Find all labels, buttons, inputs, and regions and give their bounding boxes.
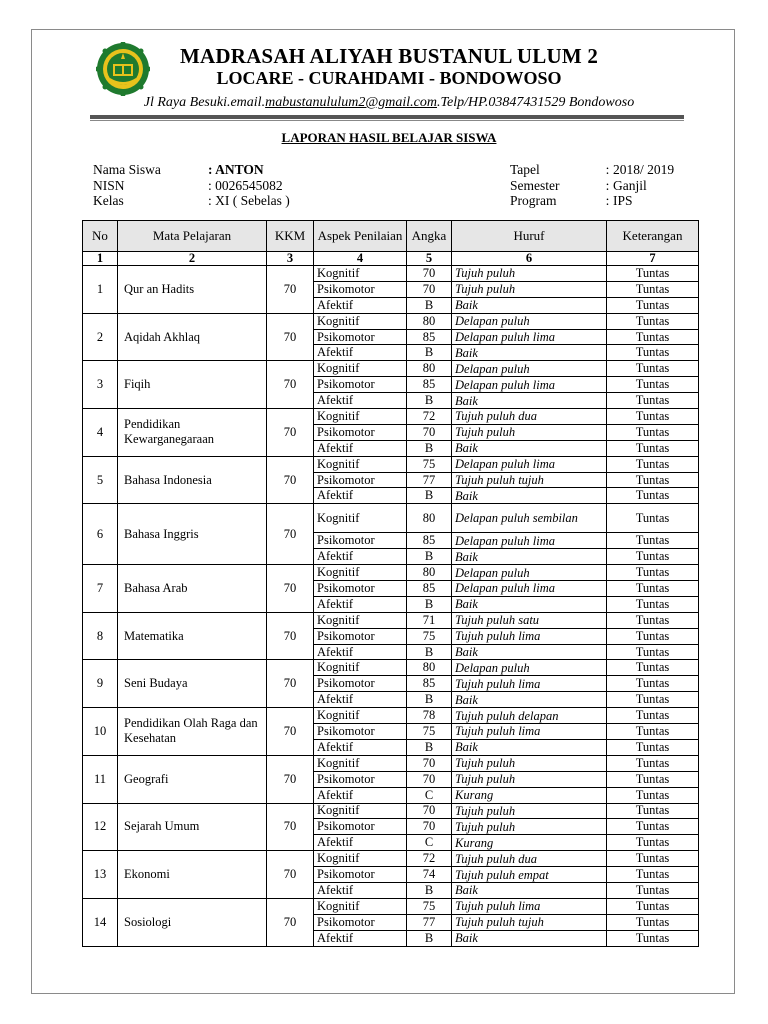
aspect-cell: Afektif <box>314 882 407 898</box>
score-cell: B <box>407 739 452 755</box>
aspect-cell: Afektif <box>314 549 407 565</box>
note-cell: Tuntas <box>607 345 699 361</box>
score-cell: B <box>407 549 452 565</box>
score-cell: B <box>407 644 452 660</box>
column-number: 3 <box>267 252 314 266</box>
score-words-cell: Delapan puluh <box>452 565 607 581</box>
note-cell: Tuntas <box>607 692 699 708</box>
aspect-cell: Kognitif <box>314 755 407 771</box>
note-cell: Tuntas <box>607 803 699 819</box>
score-words-cell: Baik <box>452 596 607 612</box>
aspect-cell: Afektif <box>314 393 407 409</box>
aspect-cell: Psikomotor <box>314 771 407 787</box>
score-cell: 77 <box>407 472 452 488</box>
note-cell: Tuntas <box>607 281 699 297</box>
table-row <box>83 409 699 425</box>
note-cell: Tuntas <box>607 377 699 393</box>
aspect-cell: Kognitif <box>314 456 407 472</box>
note-cell: Tuntas <box>607 739 699 755</box>
score-words-cell: Kurang <box>452 787 607 803</box>
subject-no: 14 <box>83 898 118 946</box>
grades-table <box>82 220 699 947</box>
aspect-cell: Psikomotor <box>314 472 407 488</box>
table-row <box>83 708 699 724</box>
score-words-cell: Delapan puluh lima <box>452 581 607 597</box>
score-words-cell: Tujuh puluh <box>452 424 607 440</box>
header-note: Keterangan <box>607 221 699 252</box>
score-cell: 85 <box>407 329 452 345</box>
score-words-cell: Delapan puluh lima <box>452 377 607 393</box>
table-row <box>83 456 699 472</box>
score-words-cell: Baik <box>452 393 607 409</box>
column-number: 4 <box>314 252 407 266</box>
subject-no: 4 <box>83 409 118 457</box>
score-cell: 85 <box>407 581 452 597</box>
score-words-cell: Baik <box>452 930 607 946</box>
subject-no: 1 <box>83 266 118 314</box>
score-words-cell: Baik <box>452 345 607 361</box>
aspect-cell: Psikomotor <box>314 424 407 440</box>
note-cell: Tuntas <box>607 581 699 597</box>
aspect-cell: Psikomotor <box>314 581 407 597</box>
score-cell: B <box>407 488 452 504</box>
score-cell: B <box>407 596 452 612</box>
score-words-cell: Baik <box>452 692 607 708</box>
school-location: LOCARE - CURAHDAMI - BONDOWOSO <box>216 68 562 88</box>
score-cell: 70 <box>407 819 452 835</box>
subject-kkm: 70 <box>267 504 314 565</box>
subject-kkm: 70 <box>267 313 314 361</box>
column-number-row <box>83 252 699 266</box>
score-cell: 70 <box>407 803 452 819</box>
note-cell: Tuntas <box>607 409 699 425</box>
subject-kkm: 70 <box>267 803 314 851</box>
score-cell: 80 <box>407 361 452 377</box>
table-row <box>83 851 699 867</box>
note-cell: Tuntas <box>607 724 699 740</box>
subject-kkm: 70 <box>267 851 314 899</box>
score-cell: B <box>407 345 452 361</box>
column-number: 7 <box>607 252 699 266</box>
note-cell: Tuntas <box>607 488 699 504</box>
score-cell: 75 <box>407 628 452 644</box>
tapel-label: Tapel <box>510 162 540 177</box>
score-words-cell: Delapan puluh <box>452 660 607 676</box>
table-row <box>83 612 699 628</box>
score-cell: 74 <box>407 867 452 883</box>
score-words-cell: Tujuh puluh <box>452 803 607 819</box>
subject-kkm: 70 <box>267 361 314 409</box>
note-cell: Tuntas <box>607 628 699 644</box>
score-cell: 80 <box>407 313 452 329</box>
subject-kkm: 70 <box>267 898 314 946</box>
score-words-cell: Tujuh puluh <box>452 281 607 297</box>
score-cell: 75 <box>407 898 452 914</box>
subject-name: Fiqih <box>118 361 267 409</box>
note-cell: Tuntas <box>607 787 699 803</box>
aspect-cell: Afektif <box>314 739 407 755</box>
report-title: LAPORAN HASIL BELAJAR SISWA <box>281 130 497 145</box>
aspect-cell: Kognitif <box>314 898 407 914</box>
note-cell: Tuntas <box>607 755 699 771</box>
score-cell: C <box>407 787 452 803</box>
score-cell: 70 <box>407 281 452 297</box>
score-cell: 70 <box>407 771 452 787</box>
score-words-cell: Tujuh puluh tujuh <box>452 914 607 930</box>
note-cell: Tuntas <box>607 835 699 851</box>
subject-kkm: 70 <box>267 266 314 314</box>
aspect-cell: Psikomotor <box>314 867 407 883</box>
school-name: MADRASAH ALIYAH BUSTANUL ULUM 2 <box>179 44 599 68</box>
subject-no: 11 <box>83 755 118 803</box>
score-words-cell: Baik <box>452 549 607 565</box>
subject-name: Sejarah Umum <box>118 803 267 851</box>
subject-name: Bahasa Arab <box>118 565 267 613</box>
score-cell: 75 <box>407 456 452 472</box>
note-cell: Tuntas <box>607 361 699 377</box>
score-words-cell: Tujuh puluh <box>452 819 607 835</box>
subject-name: Seni Budaya <box>118 660 267 708</box>
semester-label: Semester <box>510 177 560 193</box>
score-words-cell: Tujuh puluh <box>452 755 607 771</box>
semester-value: Ganjil <box>613 177 647 193</box>
program-label: Program <box>510 193 557 208</box>
note-cell: Tuntas <box>607 297 699 313</box>
note-cell: Tuntas <box>607 898 699 914</box>
table-row <box>83 565 699 581</box>
header-divider <box>90 115 684 119</box>
note-cell: Tuntas <box>607 819 699 835</box>
note-cell: Tuntas <box>607 504 699 533</box>
score-words-cell: Tujuh puluh lima <box>452 724 607 740</box>
note-cell: Tuntas <box>607 596 699 612</box>
address-prefix: Jl Raya Besuki.email. <box>143 95 266 110</box>
header-aspect: Aspek Penilaian <box>314 221 407 252</box>
score-words-cell: Tujuh puluh tujuh <box>452 472 607 488</box>
aspect-cell: Afektif <box>314 345 407 361</box>
header-words: Huruf <box>452 221 607 252</box>
score-words-cell: Delapan puluh <box>452 313 607 329</box>
score-words-cell: Tujuh puluh delapan <box>452 708 607 724</box>
note-cell: Tuntas <box>607 914 699 930</box>
score-cell: C <box>407 835 452 851</box>
school-emblem-icon <box>96 42 150 96</box>
score-cell: B <box>407 297 452 313</box>
aspect-cell: Afektif <box>314 835 407 851</box>
subject-name: Bahasa Inggris <box>118 504 267 565</box>
score-words-cell: Tujuh puluh satu <box>452 612 607 628</box>
aspect-cell: Kognitif <box>314 612 407 628</box>
score-cell: B <box>407 440 452 456</box>
aspect-cell: Kognitif <box>314 660 407 676</box>
note-cell: Tuntas <box>607 882 699 898</box>
note-cell: Tuntas <box>607 393 699 409</box>
score-words-cell: Baik <box>452 739 607 755</box>
score-words-cell: Baik <box>452 440 607 456</box>
score-cell: 78 <box>407 708 452 724</box>
aspect-cell: Kognitif <box>314 361 407 377</box>
table-header <box>83 221 699 252</box>
header-divider-thin <box>90 120 684 121</box>
colon: : <box>605 162 610 177</box>
subject-name: Aqidah Akhlaq <box>118 313 267 361</box>
subject-no: 12 <box>83 803 118 851</box>
aspect-cell: Psikomotor <box>314 676 407 692</box>
student-class: : XI ( Sebelas ) <box>208 193 290 208</box>
aspect-cell: Kognitif <box>314 409 407 425</box>
colon: : <box>605 193 610 208</box>
aspect-cell: Afektif <box>314 596 407 612</box>
note-cell: Tuntas <box>607 660 699 676</box>
aspect-cell: Kognitif <box>314 565 407 581</box>
aspect-cell: Kognitif <box>314 708 407 724</box>
subject-name: Pendidikan Kewarganegaraan <box>118 409 267 457</box>
score-cell: 75 <box>407 724 452 740</box>
score-words-cell: Tujuh puluh dua <box>452 409 607 425</box>
subject-kkm: 70 <box>267 708 314 756</box>
column-number: 1 <box>83 252 118 266</box>
note-cell: Tuntas <box>607 456 699 472</box>
score-words-cell: Baik <box>452 644 607 660</box>
aspect-cell: Psikomotor <box>314 724 407 740</box>
term-info <box>510 162 674 209</box>
note-cell: Tuntas <box>607 851 699 867</box>
score-words-cell: Baik <box>452 488 607 504</box>
note-cell: Tuntas <box>607 676 699 692</box>
header-subject: Mata Pelajaran <box>118 221 267 252</box>
note-cell: Tuntas <box>607 708 699 724</box>
aspect-cell: Kognitif <box>314 504 407 533</box>
subject-kkm: 70 <box>267 409 314 457</box>
name-label: Nama Siswa <box>93 162 161 177</box>
note-cell: Tuntas <box>607 930 699 946</box>
note-cell: Tuntas <box>607 533 699 549</box>
note-cell: Tuntas <box>607 266 699 282</box>
score-words-cell: Kurang <box>452 835 607 851</box>
subject-no: 10 <box>83 708 118 756</box>
score-cell: 85 <box>407 676 452 692</box>
student-name: : ANTON <box>208 162 264 177</box>
score-cell: 72 <box>407 409 452 425</box>
column-number: 5 <box>407 252 452 266</box>
aspect-cell: Afektif <box>314 440 407 456</box>
subject-no: 2 <box>83 313 118 361</box>
score-cell: 77 <box>407 914 452 930</box>
note-cell: Tuntas <box>607 565 699 581</box>
table-row <box>83 504 699 533</box>
header-kkm: KKM <box>267 221 314 252</box>
subject-no: 6 <box>83 504 118 565</box>
score-cell: 70 <box>407 266 452 282</box>
program-value: IPS <box>613 193 633 208</box>
subject-kkm: 70 <box>267 755 314 803</box>
score-cell: B <box>407 692 452 708</box>
aspect-cell: Kognitif <box>314 803 407 819</box>
note-cell: Tuntas <box>607 424 699 440</box>
score-words-cell: Tujuh puluh lima <box>452 628 607 644</box>
email-link[interactable]: mabustanululum2@gmail.com <box>265 95 438 110</box>
score-words-cell: Delapan puluh lima <box>452 329 607 345</box>
subject-kkm: 70 <box>267 456 314 504</box>
table-row <box>83 266 699 282</box>
score-words-cell: Baik <box>452 297 607 313</box>
aspect-cell: Psikomotor <box>314 819 407 835</box>
score-cell: 72 <box>407 851 452 867</box>
score-words-cell: Tujuh puluh dua <box>452 851 607 867</box>
score-words-cell: Delapan puluh lima <box>452 456 607 472</box>
class-label: Kelas <box>93 193 124 208</box>
aspect-cell: Afektif <box>314 297 407 313</box>
score-cell: 85 <box>407 377 452 393</box>
subject-name: Matematika <box>118 612 267 660</box>
student-nisn: : 0026545082 <box>208 177 283 193</box>
grades-body <box>83 266 699 947</box>
score-words-cell: Baik <box>452 882 607 898</box>
note-cell: Tuntas <box>607 549 699 565</box>
score-cell: 70 <box>407 755 452 771</box>
note-cell: Tuntas <box>607 440 699 456</box>
note-cell: Tuntas <box>607 313 699 329</box>
aspect-cell: Psikomotor <box>314 329 407 345</box>
table-row <box>83 755 699 771</box>
subject-name: Geografi <box>118 755 267 803</box>
subject-no: 9 <box>83 660 118 708</box>
note-cell: Tuntas <box>607 472 699 488</box>
subject-name: Qur an Hadits <box>118 266 267 314</box>
column-number: 6 <box>452 252 607 266</box>
subject-name: Pendidikan Olah Raga dan Kesehatan <box>118 708 267 756</box>
aspect-cell: Psikomotor <box>314 377 407 393</box>
subject-no: 8 <box>83 612 118 660</box>
aspect-cell: Kognitif <box>314 313 407 329</box>
subject-name: Ekonomi <box>118 851 267 899</box>
aspect-cell: Kognitif <box>314 266 407 282</box>
score-words-cell: Delapan puluh <box>452 361 607 377</box>
note-cell: Tuntas <box>607 644 699 660</box>
note-cell: Tuntas <box>607 612 699 628</box>
table-row <box>83 660 699 676</box>
aspect-cell: Psikomotor <box>314 281 407 297</box>
score-cell: 80 <box>407 504 452 533</box>
subject-no: 13 <box>83 851 118 899</box>
subject-kkm: 70 <box>267 612 314 660</box>
score-words-cell: Tujuh puluh empat <box>452 867 607 883</box>
score-words-cell: Delapan puluh lima <box>452 533 607 549</box>
score-cell: 80 <box>407 565 452 581</box>
score-words-cell: Tujuh puluh lima <box>452 898 607 914</box>
score-cell: 70 <box>407 424 452 440</box>
aspect-cell: Afektif <box>314 930 407 946</box>
subject-kkm: 70 <box>267 565 314 613</box>
subject-no: 3 <box>83 361 118 409</box>
column-number: 2 <box>118 252 267 266</box>
student-info <box>93 162 290 209</box>
tapel-value: 2018/ 2019 <box>613 162 675 177</box>
header-no: No <box>83 221 118 252</box>
address-suffix: .Telp/HP.03847431529 Bondowoso <box>437 95 635 110</box>
aspect-cell: Kognitif <box>314 851 407 867</box>
subject-no: 5 <box>83 456 118 504</box>
aspect-cell: Afektif <box>314 692 407 708</box>
aspect-cell: Psikomotor <box>314 533 407 549</box>
table-row <box>83 361 699 377</box>
score-cell: B <box>407 930 452 946</box>
score-words-cell: Delapan puluh sembilan <box>452 504 607 533</box>
note-cell: Tuntas <box>607 771 699 787</box>
score-words-cell: Tujuh puluh <box>452 771 607 787</box>
score-words-cell: Tujuh puluh <box>452 266 607 282</box>
score-cell: 71 <box>407 612 452 628</box>
subject-name: Bahasa Indonesia <box>118 456 267 504</box>
score-cell: B <box>407 882 452 898</box>
subject-kkm: 70 <box>267 660 314 708</box>
aspect-cell: Afektif <box>314 488 407 504</box>
score-cell: 80 <box>407 660 452 676</box>
aspect-cell: Psikomotor <box>314 914 407 930</box>
note-cell: Tuntas <box>607 867 699 883</box>
aspect-cell: Afektif <box>314 644 407 660</box>
score-words-cell: Tujuh puluh lima <box>452 676 607 692</box>
aspect-cell: Afektif <box>314 787 407 803</box>
nisn-label: NISN <box>93 177 125 193</box>
table-row <box>83 803 699 819</box>
aspect-cell: Psikomotor <box>314 628 407 644</box>
colon: : <box>605 177 610 193</box>
score-cell: 85 <box>407 533 452 549</box>
school-address <box>90 95 688 111</box>
header-score: Angka <box>407 221 452 252</box>
table-row <box>83 313 699 329</box>
note-cell: Tuntas <box>607 329 699 345</box>
subject-name: Sosiologi <box>118 898 267 946</box>
table-row <box>83 898 699 914</box>
subject-no: 7 <box>83 565 118 613</box>
score-cell: B <box>407 393 452 409</box>
